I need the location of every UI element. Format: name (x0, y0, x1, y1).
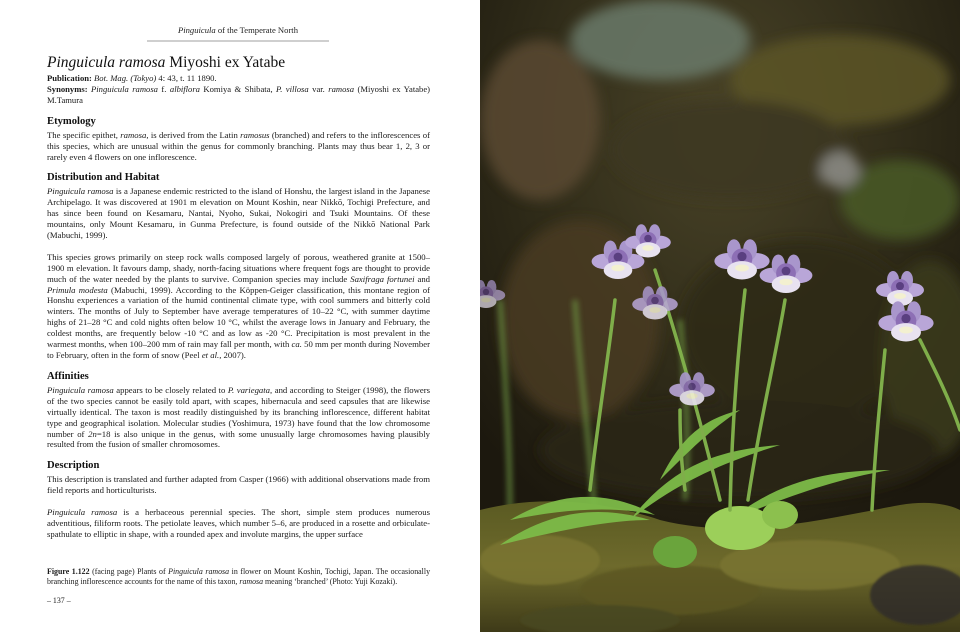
text-run: 2n (88, 428, 97, 439)
text-run: Pinguicula ramosa (47, 384, 114, 395)
distribution-paragraph-1 (47, 186, 430, 241)
text-run: ramosa (239, 577, 264, 587)
publication-label: Publication: (47, 73, 92, 83)
text-run: , 2007). (219, 350, 246, 361)
distribution-paragraph-2 (47, 252, 430, 361)
text-run: ca. (291, 339, 302, 350)
text-run: P. variegata (227, 384, 271, 395)
text-run: is a herbaceous perennial species. The short, simple stem produces numerous adventitious, filiform roots. The petiolate leaves, which number 5–6, are produced in a rosette and orbiculate-spathulate to elliptic in shape, with a rounded apex and involute margins, the upper surface (47, 507, 430, 539)
text-run: , is derived from the Latin (146, 129, 241, 140)
text-run: (Mabuchi, 1999). According to the Köppen-Geiger classification, this montane region of Honshu experiences a variation of the humid continental climate type, with cool summers and bitterly cold winters. The months of July to September have average temperatures of 10–22 °C, with summer daytime highs of 21–28 °C and cold nights often below 10 °C, whilst the average lows in January and February, the coldest months, are frequently below -10 °C and as low as -20 °C. Precipitation is most prevalent in the warmest months, when 100–200 mm of rain may fall per month, with (47, 284, 430, 350)
section-heading-etymology: Etymology (47, 115, 96, 127)
species-title (47, 54, 430, 72)
text-run: (branched) and refers to the inflorescences of this species, which are unusual within the genus for commonly branching. Plants may thus bear 1, 2, 3 or rarely even 4 flowers on one inflorescence. (47, 129, 430, 162)
text-run: (facing page) Plants of (89, 567, 169, 576)
text-run: Primula modesta (47, 284, 108, 295)
page-number: – 137 – (47, 596, 71, 605)
syn-part: Pinguicula ramosa (91, 83, 158, 94)
synonyms-label: Synonyms: (47, 83, 88, 94)
description-paragraph-1 (47, 474, 430, 496)
species-name: Pinguicula ramosa (47, 54, 166, 71)
text-run: ramosus (240, 129, 270, 140)
text-run: Pinguicula ramosa (168, 567, 230, 576)
text-run: The specific epithet, (47, 129, 121, 140)
publication-line (47, 73, 430, 84)
plant-photograph (480, 0, 960, 632)
pinguicula-photo-illustration (480, 0, 960, 632)
figure-label: Figure 1.122 (47, 567, 90, 576)
text-run: Pinguicula ramosa (47, 186, 114, 197)
text-run: is a Japanese endemic restricted to the island of Honshu, the largest island in the Japanese Archipelago. It was discovered at 1901 m elevation on Mount Koshin, near Nikkō, Tochigi Prefecture, and has since been found on Kesamaru, Nantai, Nyoho, Sukai, Nokogiri and Tsuki Mountains. Of these mountains, only Mount Kesamaru, in Gunma Prefecture, is found outside of the Nikkō National Park (Mabuchi, 1999). (47, 186, 430, 241)
text-run: =18 is also unique in the genus, with some unusually large chromosomes having plausibly resulted from the fusion of smaller chromosomes. (47, 428, 430, 450)
description-paragraph-2 (47, 507, 430, 540)
text-run: in flower on Mount Koshin, Tochigi, Japan. The occasionally branching inflorescence accounts for the name of this taxon, (47, 567, 431, 587)
text-run: This species grows primarily on steep rock walls composed largely of porous, weathered granite at 1500–1900 m elevation. It favours damp, shady, north-facing situations where frequent fogs are thought to provide much of the water needed by the plants to survive. Companion species may include (47, 251, 430, 284)
running-head-text: of the Temperate North (215, 25, 298, 35)
affinities-paragraph (47, 385, 430, 450)
text-run: Pinguicula ramosa (47, 507, 118, 518)
text-run: et al. (201, 350, 220, 361)
syn-part: var. (308, 83, 329, 94)
syn-part: f. (157, 83, 170, 94)
text-run: ramosa (120, 129, 147, 140)
running-head-genus: Pinguicula (177, 25, 216, 35)
text-column (47, 54, 430, 540)
synonyms-line (47, 84, 430, 106)
running-head (147, 25, 329, 35)
etymology-paragraph (47, 130, 430, 163)
text-run: and (414, 273, 431, 284)
publication-ref: 4: 43, t. 11 1890. (156, 73, 217, 83)
text-run: meaning ‘branched’ (Photo: Yuji Kozaki). (263, 577, 398, 587)
species-authority: Miyoshi ex Yatabe (165, 54, 286, 71)
section-heading-affinities: Affinities (47, 370, 89, 382)
syn-part: ramosa (328, 83, 355, 94)
text-run: Saxifraga fortunei (350, 273, 415, 284)
header-rule (147, 40, 329, 42)
text-run: 50 mm per month during November to February, often in the form of snow (Peel (47, 339, 430, 361)
text-run: , and according to Steiger (1998), the flowers of the two species cannot be easily told apart, with scapes, hibernacula and seed capsules that are likewise virtually identical. The taxon is most readily distinguished by its branching inflorescence, different habitat type and geographical isolation. Molecular studies (Yoshimura, 1973) have found that the low chromosome number of (47, 384, 430, 439)
figure-caption (47, 567, 430, 587)
syn-part: albiflora (169, 83, 200, 94)
section-heading-distribution: Distribution and Habitat (47, 172, 160, 184)
syn-part: Komiya & Shibata, (199, 83, 277, 94)
section-heading-description: Description (47, 460, 100, 472)
syn-part: P. villosa (276, 83, 309, 94)
syn-part: (Miyoshi ex Yatabe) M.Tamura (47, 83, 430, 105)
text-run: appears to be closely related to (113, 384, 228, 395)
text-run: This description is translated and further adapted from Casper (1966) with additional observations made from field reports and horticulturists. (47, 474, 430, 496)
publication-journal: Bot. Mag. (Tokyo) (94, 73, 157, 83)
